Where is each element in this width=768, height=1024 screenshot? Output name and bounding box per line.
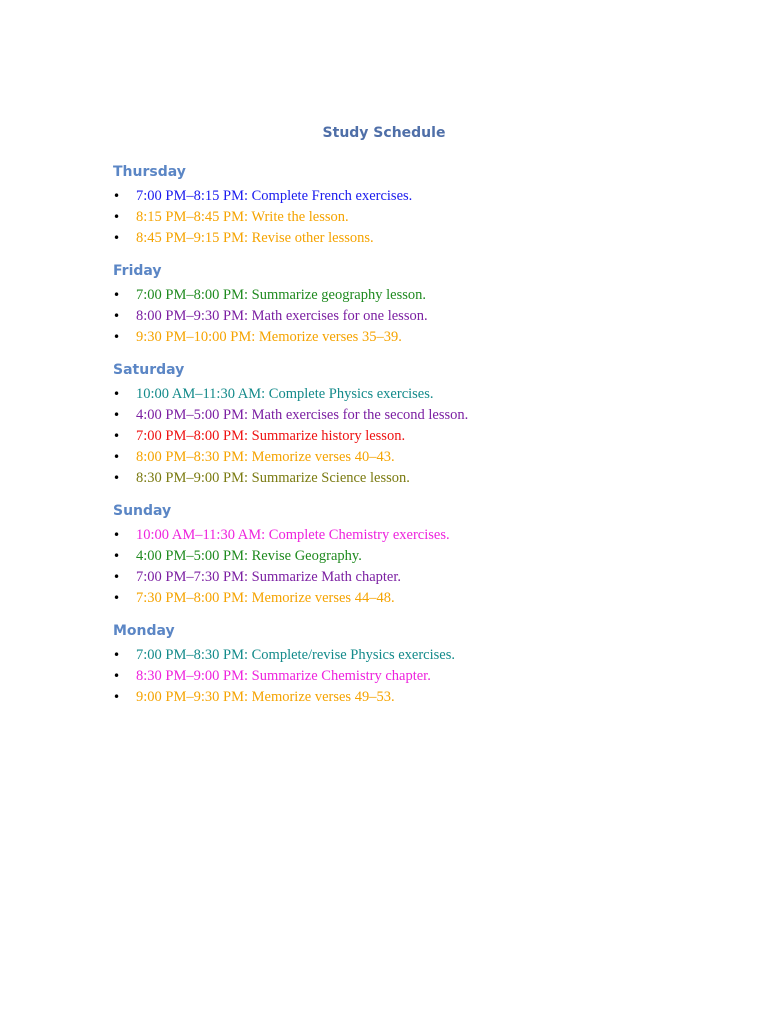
list-item: [113, 426, 713, 447]
task-text: 7:00 PM–7:30 PM: Summarize Math chapter.: [136, 569, 402, 585]
day-section-monday: [113, 621, 713, 708]
day-section-sunday: [113, 501, 713, 609]
list-item: [113, 228, 713, 249]
task-text: 9:00 PM–9:30 PM: Memorize verses 49–53.: [136, 689, 395, 705]
day-heading: Monday: [113, 623, 175, 639]
task-text: 8:00 PM–8:30 PM: Memorize verses 40–43.: [136, 449, 395, 465]
bullet-icon: •: [113, 189, 121, 203]
bullet-icon: •: [113, 648, 121, 662]
bullet-icon: •: [113, 690, 121, 704]
task-text: 10:00 AM–11:30 AM: Complete Physics exercises.: [136, 386, 434, 402]
list-item: [113, 327, 713, 348]
task-text: 9:30 PM–10:00 PM: Memorize verses 35–39.: [136, 329, 402, 345]
task-text: 4:00 PM–5:00 PM: Math exercises for the second lesson.: [136, 407, 469, 423]
task-text: 10:00 AM–11:30 AM: Complete Chemistry exercises.: [136, 527, 450, 543]
task-text: 7:00 PM–8:15 PM: Complete French exercises.: [136, 188, 413, 204]
list-item: [113, 207, 713, 228]
day-heading: Sunday: [113, 503, 172, 519]
bullet-icon: •: [113, 669, 121, 683]
task-text: 8:30 PM–9:00 PM: Summarize Chemistry chapter.: [136, 668, 431, 684]
day-section-saturday: [113, 360, 713, 489]
bullet-icon: •: [113, 429, 121, 443]
task-text: 8:45 PM–9:15 PM: Revise other lessons.: [136, 230, 374, 246]
bullet-icon: •: [113, 309, 121, 323]
bullet-icon: •: [113, 591, 121, 605]
list-item: [113, 186, 713, 207]
list-item: [113, 405, 713, 426]
bullet-icon: •: [113, 387, 121, 401]
list-item: [113, 588, 713, 609]
task-text: 7:30 PM–8:00 PM: Memorize verses 44–48.: [136, 590, 395, 606]
bullet-icon: •: [113, 471, 121, 485]
task-list: [113, 384, 713, 489]
day-section-thursday: [113, 162, 713, 249]
task-text: 8:00 PM–9:30 PM: Math exercises for one lesson.: [136, 308, 428, 324]
day-heading: Saturday: [113, 362, 185, 378]
list-item: [113, 645, 713, 666]
task-text: 8:30 PM–9:00 PM: Summarize Science lesson.: [136, 470, 410, 486]
task-list: [113, 525, 713, 609]
day-heading: Friday: [113, 263, 162, 279]
bullet-icon: •: [113, 570, 121, 584]
task-text: 8:15 PM–8:45 PM: Write the lesson.: [136, 209, 349, 225]
bullet-icon: •: [113, 549, 121, 563]
list-item: [113, 285, 713, 306]
bullet-icon: •: [113, 450, 121, 464]
list-item: [113, 567, 713, 588]
bullet-icon: •: [113, 408, 121, 422]
task-list: [113, 285, 713, 348]
list-item: [113, 525, 713, 546]
task-text: 7:00 PM–8:00 PM: Summarize history lesson.: [136, 428, 406, 444]
bullet-icon: •: [113, 288, 121, 302]
list-item: [113, 447, 713, 468]
task-text: 4:00 PM–5:00 PM: Revise Geography.: [136, 548, 362, 564]
task-list: [113, 645, 713, 708]
list-item: [113, 546, 713, 567]
task-list: [113, 186, 713, 249]
day-heading: Thursday: [113, 164, 186, 180]
task-text: 7:00 PM–8:30 PM: Complete/revise Physics exercises.: [136, 647, 455, 663]
page-title: Study Schedule: [322, 125, 446, 141]
list-item: [113, 666, 713, 687]
task-text: 7:00 PM–8:00 PM: Summarize geography lesson.: [136, 287, 426, 303]
list-item: [113, 306, 713, 327]
bullet-icon: •: [113, 330, 121, 344]
day-section-friday: [113, 261, 713, 348]
list-item: [113, 384, 713, 405]
bullet-icon: •: [113, 210, 121, 224]
bullet-icon: •: [113, 231, 121, 245]
bullet-icon: •: [113, 528, 121, 542]
list-item: [113, 687, 713, 708]
list-item: [113, 468, 713, 489]
